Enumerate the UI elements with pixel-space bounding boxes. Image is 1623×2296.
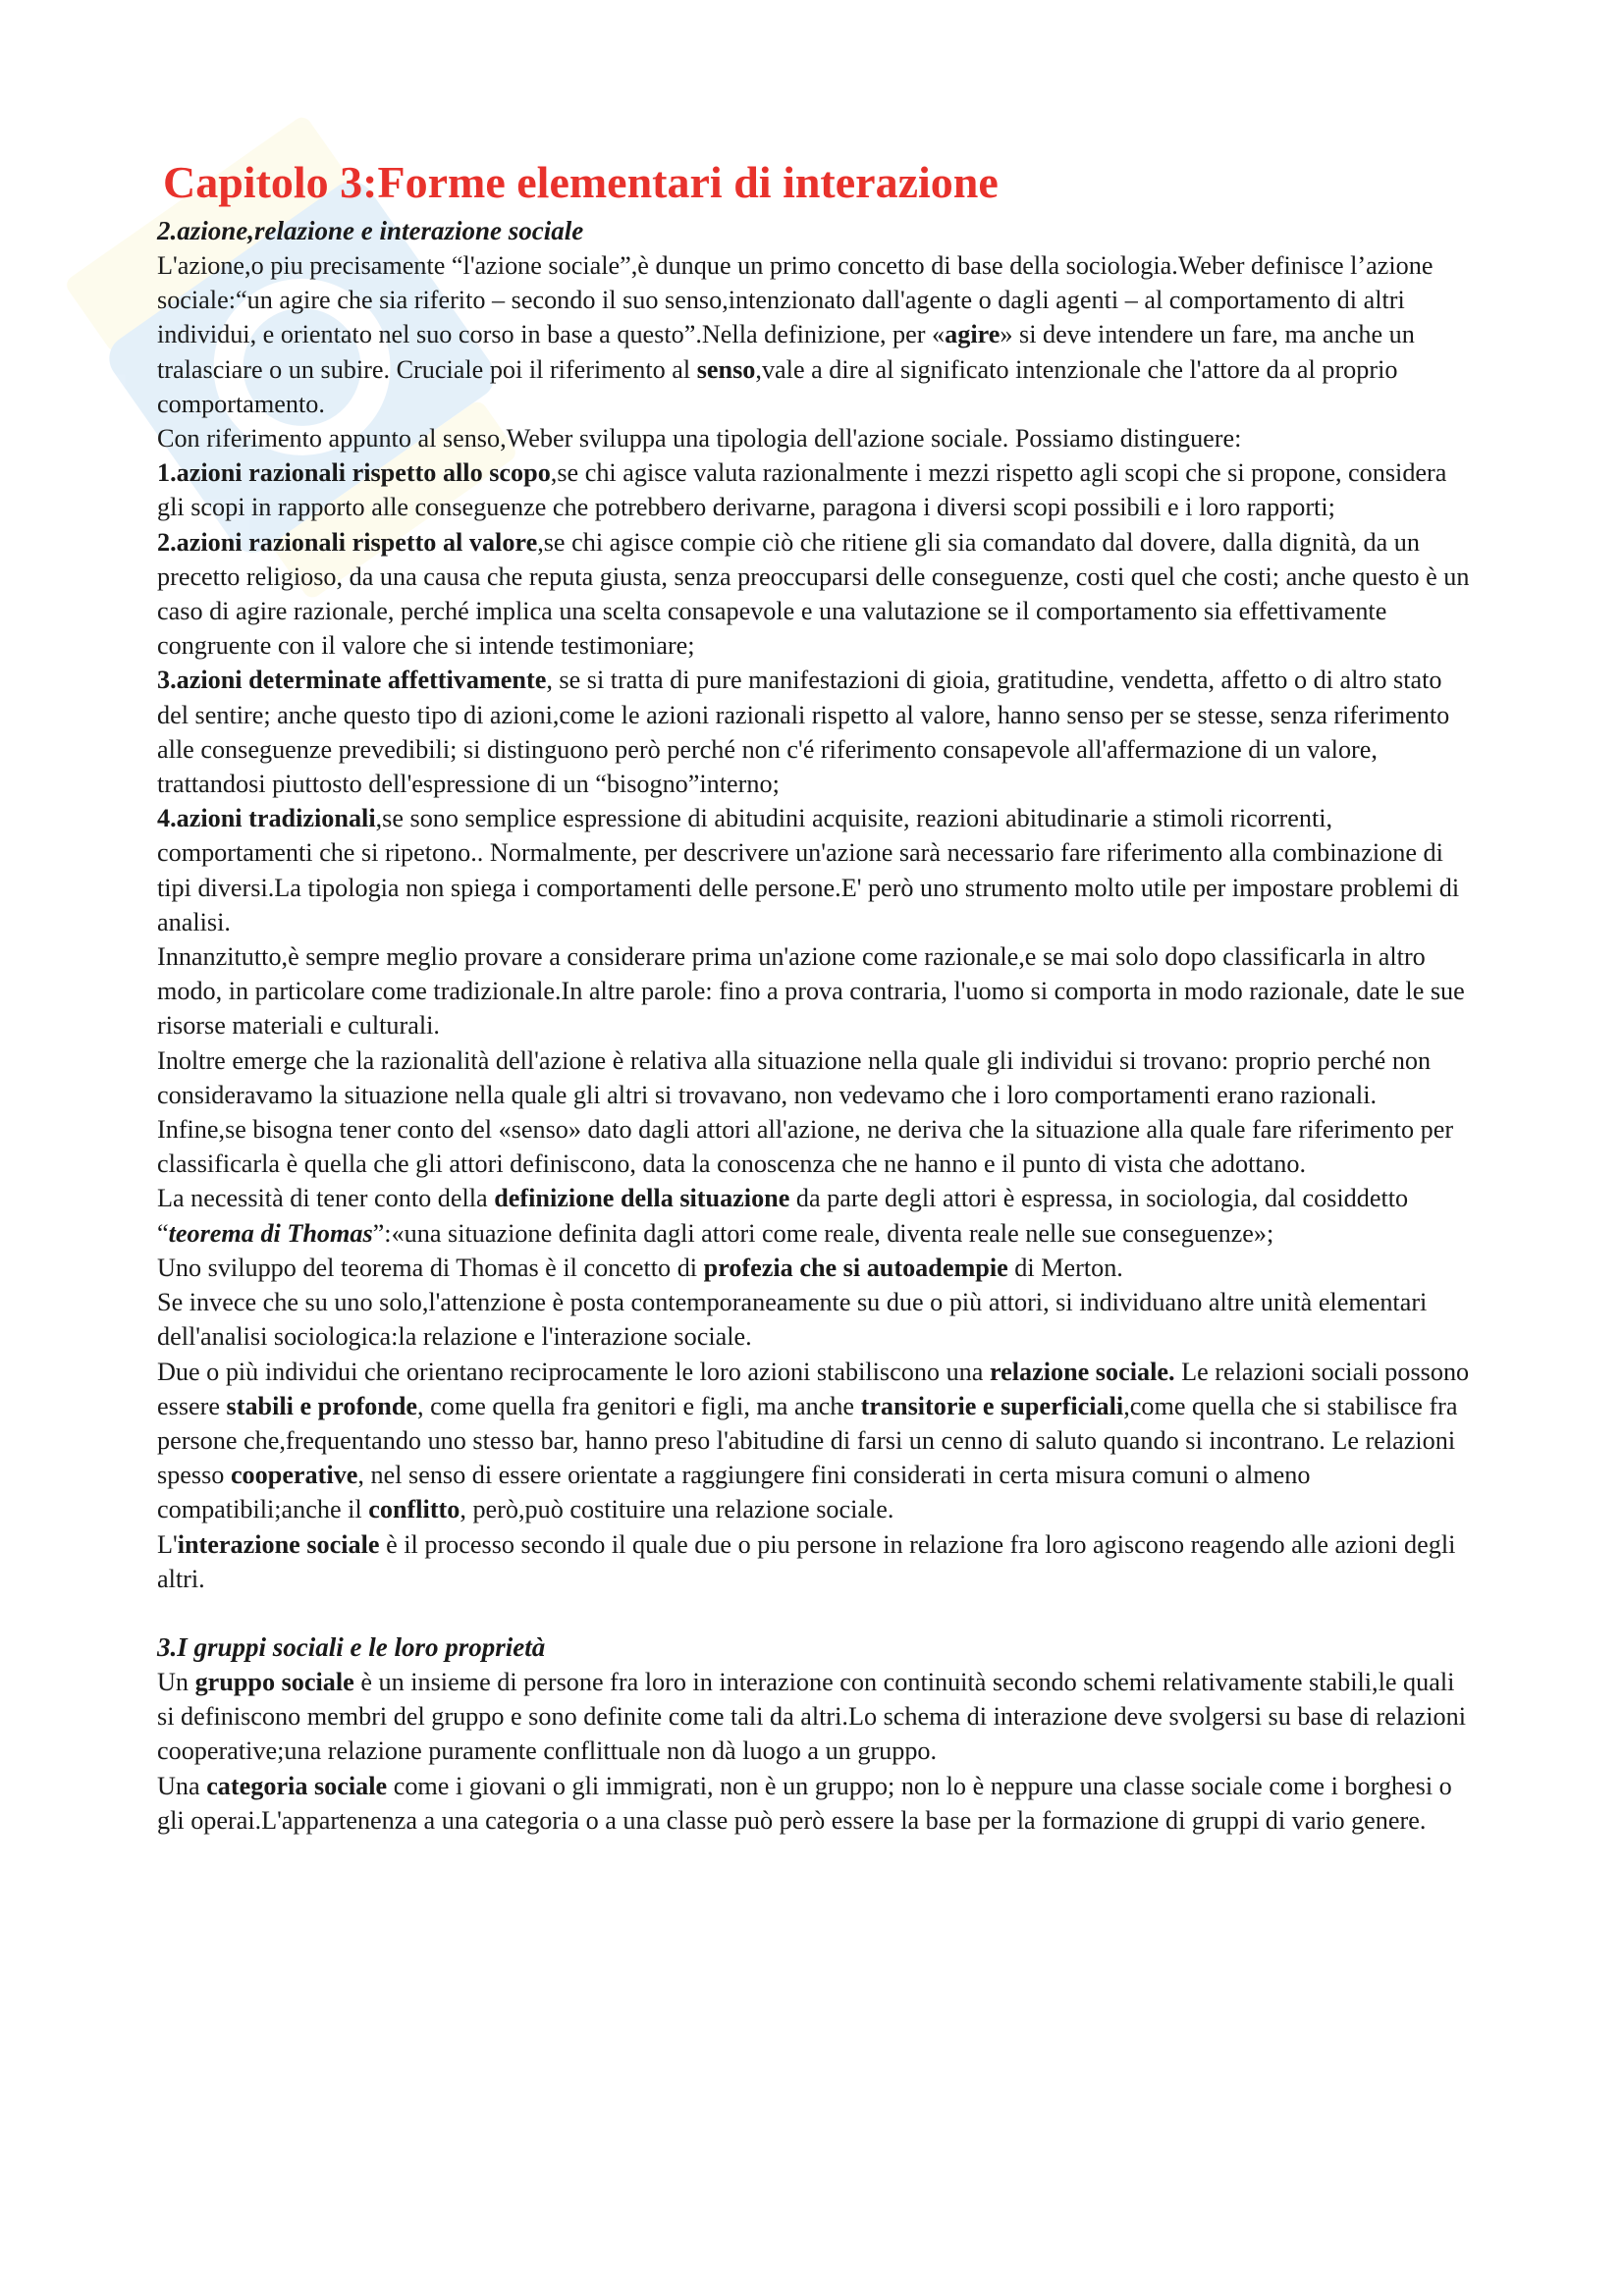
paragraph	[157, 939, 1473, 1043]
bold-term: transitorie e superficiali	[860, 1391, 1124, 1420]
text-run: Con riferimento appunto al senso,Weber sviluppa una tipologia dell'azione sociale. Possiamo distinguere:	[157, 424, 1242, 454]
text-run: L'	[157, 1529, 178, 1559]
paragraph	[157, 525, 1473, 664]
bold-term: gruppo sociale	[194, 1667, 354, 1696]
paragraph	[157, 801, 1473, 939]
text-run: ,vale a dire al significato intenzionale che l'attore da al proprio comportamento.	[157, 354, 1398, 418]
text-run: come i giovani o gli immigrati, non è un gruppo; non lo è neppure una classe sociale come i borghesi o gli operai.L'appartenenza a una categoria o a una classe può però essere la base per la formazione di gruppi di vario genere.	[157, 1771, 1452, 1835]
text-run: Uno sviluppo del teorema di Thomas è il concetto di	[157, 1253, 704, 1282]
text-run: , se si tratta di pure manifestazioni di gioia, gratitudine, vendetta, affetto o di altro stato del sentire; anche questo tipo di azioni,come le azioni razionali rispetto al valore, hanno senso per se stesse, senza riferimento alle conseguenze prevedibili; si distinguono però perché non c'é riferimento consapevole all'affermazione di un valore, trattandosi piuttosto dell'espressione di un “bisogno”interno;	[157, 666, 1450, 799]
text-run: ,se chi agisce valuta razionalmente i mezzi rispetto agli scopi che si propone, considera gli scopi in rapporto alle conseguenze che potrebbero derivarne, paragona i diversi scopi possibili e i loro rapporti;	[157, 458, 1447, 522]
bold-term: senso	[696, 354, 756, 384]
bold-term: categoria sociale	[206, 1771, 388, 1800]
paragraph	[157, 1355, 1473, 1527]
paragraph	[157, 455, 1473, 524]
bold-term: definizione della situazione	[494, 1184, 790, 1213]
text-run: Due o più individui che orientano reciprocamente le loro azioni stabiliscono una	[157, 1357, 990, 1386]
text-run: , nel senso di essere orientate a raggiungere fini considerati in certa misura comuni o almeno compatibili;anche il	[157, 1461, 1311, 1524]
text-run: da parte degli attori è espressa, in sociologia, dal cosiddetto “	[157, 1184, 1409, 1248]
bold-term: relazione sociale.	[989, 1357, 1175, 1386]
text-run: Una	[157, 1771, 207, 1800]
text-run: è il processo secondo il quale due o piu persone in relazione fra loro agiscono reagendo alle azioni degli altri.	[157, 1529, 1456, 1593]
paragraph	[157, 1527, 1473, 1596]
paragraph	[157, 663, 1473, 801]
text-run: ,se chi agisce compie ciò che ritiene gli sia comandato dal dovere, dalla dignità, da un precetto religioso, da una causa che reputa giusta, senza preoccuparsi delle conseguenze, costi quel che costi; anche questo è un caso di agire razionale, perché implica una scelta consapevole e una valutazione se il comportamento sia effettivamente congruente con il valore che si intende testimoniare;	[157, 527, 1470, 661]
bold-term: 4.azioni tradizionali	[157, 804, 376, 833]
bold-term: cooperative	[230, 1461, 358, 1490]
paragraph	[157, 248, 1473, 421]
text-run: L'azione,o piu precisamente “l'azione sociale”,è dunque un primo concetto di base della sociologia.Weber definisce l’azione sociale:“un agire che sia riferito – secondo il suo senso,intenzionato dall'agente o dagli agenti – al comportamento di altri individui, e orientato nel suo corso in base a questo”.Nella definizione, per «	[157, 251, 1434, 349]
text-run: , come quella fra genitori e figli, ma anche	[417, 1391, 861, 1420]
text-run: Un	[157, 1667, 195, 1696]
text-run: La necessità di tener conto della	[157, 1184, 495, 1213]
paragraph	[157, 1181, 1473, 1250]
paragraph	[157, 1112, 1473, 1181]
text-run: ,come quella che si stabilisce fra persone che,frequentando uno stesso bar, hanno preso l'abitudine di farsi un cenno di saluto quando si incontrano. Le relazioni spesso	[157, 1391, 1458, 1490]
bold-term: 3.azioni determinate affettivamente	[157, 666, 547, 695]
bold-term: 2.azioni razionali rispetto al valore	[157, 527, 538, 557]
document-body	[157, 214, 1473, 1838]
section-heading: 3.I gruppi sociali e le loro proprietà	[157, 1631, 546, 1662]
bold-term: 1.azioni razionali rispetto allo scopo	[157, 458, 551, 488]
paragraph	[157, 1769, 1473, 1838]
paragraph	[157, 1251, 1473, 1285]
text-run: Le relazioni sociali possono essere	[157, 1357, 1470, 1420]
bold-term: stabili e profonde	[226, 1391, 418, 1420]
bold-term: agire	[945, 320, 1001, 349]
text-run: Inoltre emerge che la razionalità dell'azione è relativa alla situazione nella quale gli individui si trovano: proprio perché non consideravamo la situazione nella quale gli altri si trovavano, non vedevamo che i loro comportamenti erano razionali.	[157, 1045, 1432, 1109]
paragraph	[157, 421, 1473, 455]
text-run: Innanzitutto,è sempre meglio provare a considerare prima un'azione come razionale,e se mai solo dopo classificarla in altro modo, in particolare come tradizionale.In altre parole: fino a prova contraria, l'uomo si comporta in modo razionale, date le sue risorse materiali e culturali.	[157, 942, 1465, 1041]
text-run: ,se sono semplice espressione di abitudini acquisite, reazioni abitudinarie a stimoli ricorrenti, comportamenti che si ripetono.. Normalmente, per descrivere un'azione sarà necessario fare riferimento alla combinazione di tipi diversi.La tipologia non spiega i comportamenti delle persone.E' però uno strumento molto utile per impostare problemi di analisi.	[157, 804, 1460, 936]
text-run: Infine,se bisogna tener conto del «senso» dato dagli attori all'azione, ne deriva che la situazione alla quale fare riferimento per classificarla è quella che gli attori definiscono, data la conoscenza che ne hanno e il punto di vista che adottano.	[157, 1115, 1454, 1179]
text-run: ”:«una situazione definita dagli attori come reale, diventa reale nelle sue conseguenze»;	[372, 1218, 1274, 1248]
bold-term: conflitto	[368, 1495, 460, 1524]
bold-term: interazione sociale	[177, 1529, 380, 1559]
page-title: Capitolo 3:Forme elementari di interazione	[163, 157, 999, 207]
text-run: è un insieme di persone fra loro in interazione con continuità secondo schemi relativamente stabili,le quali si definiscono membri del gruppo e sono definite come tali da altri.Lo schema di interazione deve svolgersi su base di relazioni cooperative;una relazione puramente conflittuale non dà luogo a un gruppo.	[157, 1667, 1466, 1766]
text-run: , però,può costituire una relazione sociale.	[460, 1495, 894, 1524]
bold-term: profezia che si autoadempie	[703, 1253, 1008, 1282]
document-page	[157, 155, 1473, 1838]
paragraph	[157, 1665, 1473, 1769]
text-run: di Merton.	[1007, 1253, 1123, 1282]
section-heading: 2.azione,relazione e interazione sociale	[157, 216, 584, 245]
paragraph	[157, 1285, 1473, 1354]
text-run: Se invece che su uno solo,l'attenzione è posta contemporaneamente su due o più attori, si individuano altre unità elementari dell'analisi sociologica:la relazione e l'interazione sociale.	[157, 1288, 1428, 1352]
text-run: » si deve intendere un fare, ma anche un tralasciare o un subire. Cruciale poi il riferimento al	[157, 320, 1415, 384]
section-gap	[157, 1596, 1473, 1630]
bold-term: teorema di Thomas	[168, 1218, 373, 1248]
paragraph	[157, 1043, 1473, 1112]
